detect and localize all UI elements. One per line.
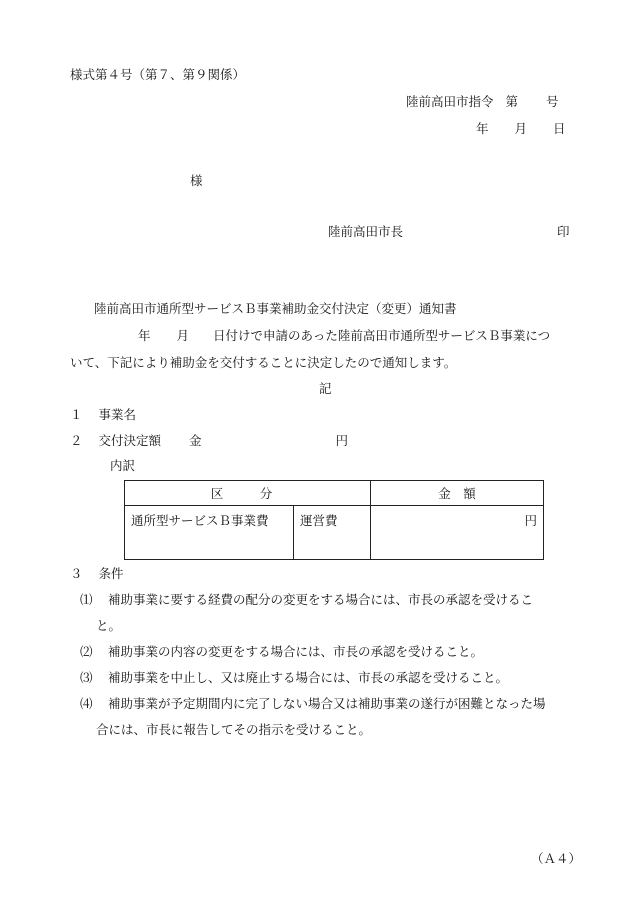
condition-1-line-1: 補助事業に要する経費の配分の変更をする場合には、市長の承認を受けるこ [108,592,534,607]
issuer: 陸前高田市長 [328,224,404,239]
doc-number-label: 陸前高田市指令 [406,94,494,109]
document-title: 陸前高田市通所型サービスＢ事業補助金交付決定（変更）通知書 [94,301,457,316]
item-1-number: １ [70,407,83,422]
conditions-label: 条件 [98,566,124,581]
date-day: 日 [553,121,566,136]
condition-4-line-2: 合には、市長に報告してその指示を受けること。 [96,722,372,737]
conditions-number: ３ [70,566,83,581]
item-2-label: 交付決定額 [98,433,162,448]
doc-number-dai: 第 [505,94,519,109]
paper-size: （Ａ４） [531,851,582,866]
date-year: 年 [476,121,489,136]
body-year: 年 [138,328,151,343]
header-category-text: 区 分 [210,486,285,501]
doc-number [406,94,559,110]
condition-3-text: 補助事業を中止し、又は廃止する場合には、市長の承認を受けること。 [108,670,509,685]
condition-2-text: 補助事業の内容の変更をする場合には、市長の承認を受けること。 [108,644,484,659]
cell-amount: 円 [370,506,543,560]
item-2 [70,433,348,449]
recipient-sama: 様 [190,173,203,188]
cell-project: 通所型サービスＢ事業費 [125,506,294,560]
form-id: 様式第４号（第７、第９関係） [70,67,246,82]
body-line-1 [138,328,550,344]
item-2-number: ２ [70,433,83,448]
breakdown-label: 内訳 [110,458,136,473]
condition-3-number: ⑶ [80,670,93,685]
body-line-2: いて、下記により補助金を交付することに決定したので通知します。 [70,355,457,370]
breakdown-row [125,506,544,560]
breakdown-table [124,480,544,560]
body-month: 月 [176,328,190,343]
doc-number-go: 号 [546,94,559,109]
item-1 [70,407,136,423]
condition-4-line-1: 補助事業が予定期間内に完了しない場合又は補助事業の遂行が困難となった場 [108,696,546,711]
seal-mark: 印 [557,224,570,239]
conditions-heading [70,566,124,582]
item-2-kin: 金 [189,433,202,448]
item-2-yen: 円 [335,433,349,448]
header-amount-text: 金 額 [438,486,476,501]
body-line-1-rest: 日付けで申請のあった陸前高田市通所型サービスＢ事業につ [213,328,551,343]
issue-date [476,121,566,137]
header-category [125,481,371,506]
condition-4-number: ⑷ [80,696,93,711]
header-amount [370,481,543,506]
breakdown-header-row [125,481,544,506]
condition-1-line-2: と。 [96,618,122,633]
ki-mark: 記 [319,381,332,396]
item-1-label: 事業名 [98,407,137,422]
condition-1-number: ⑴ [80,592,93,607]
condition-2-number: ⑵ [80,644,93,659]
cell-expense: 運営費 [294,506,371,560]
date-month: 月 [514,121,528,136]
